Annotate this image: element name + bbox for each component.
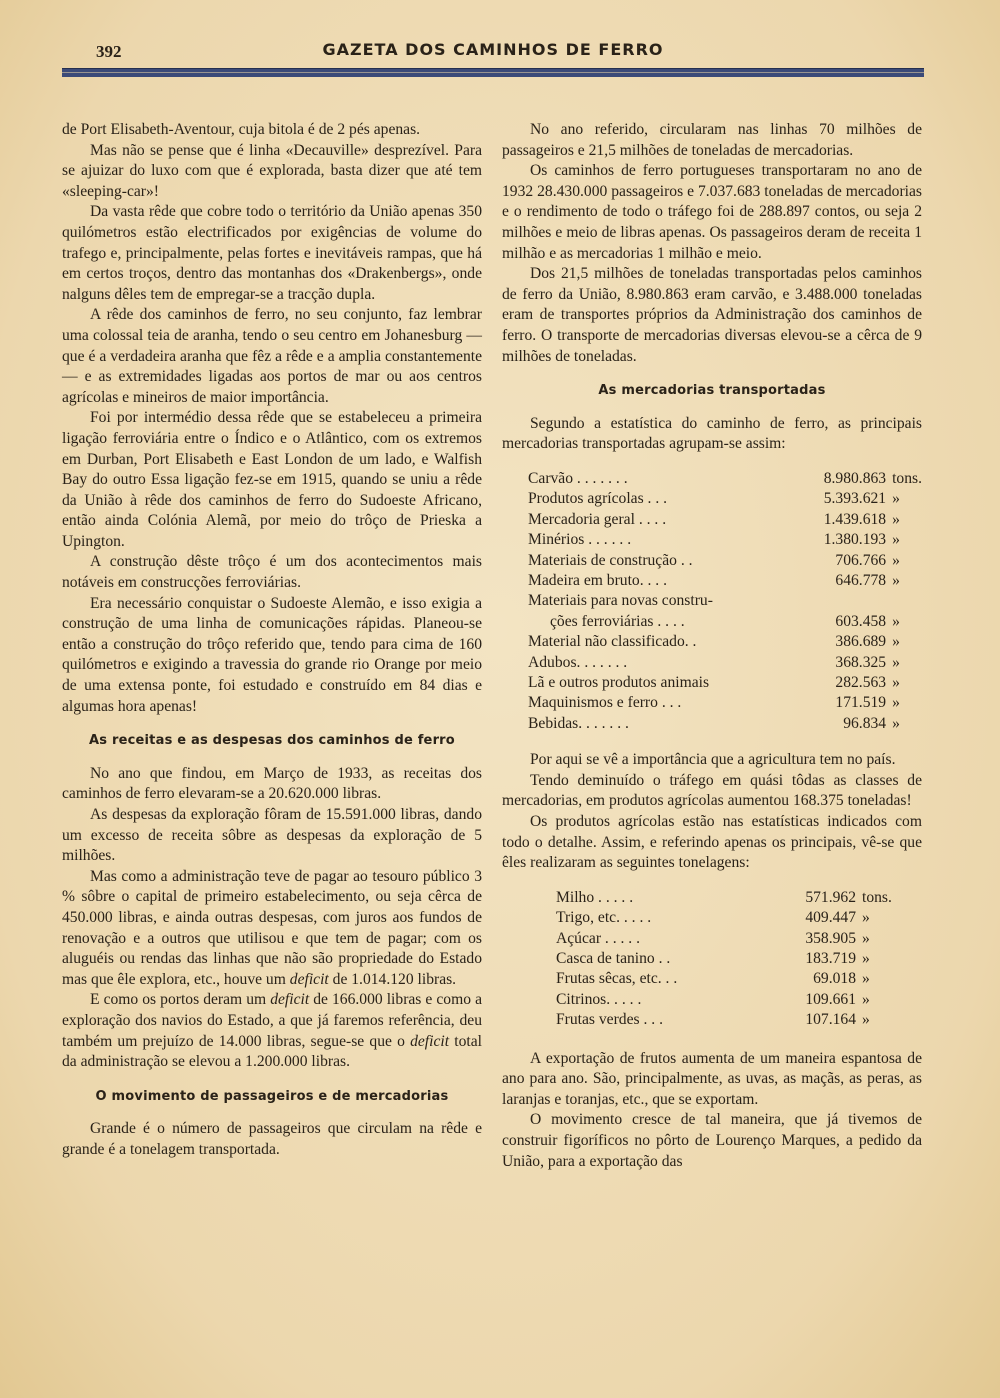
table-row (528, 489, 922, 509)
paragraph: Tendo deminuído o tráfego em quási tôdas as classes de mercadorias, em produtos agrícolas aumentou 168.375 toneladas! (502, 771, 922, 810)
table-row (528, 714, 922, 734)
text-run: total da administração se elevou a 1.200.000 libras. (62, 1032, 482, 1071)
italic-term: deficit (410, 1032, 450, 1050)
row-label: Frutas sêcas, etc. . . (556, 970, 678, 988)
row-label: Minérios . . . . . . (528, 531, 632, 549)
table-row (528, 632, 922, 652)
table-row (528, 673, 922, 693)
row-value: 282.563 (835, 673, 887, 691)
row-value: 1.439.618 (823, 510, 887, 528)
row-label: Açúcar . . . . . (556, 929, 640, 947)
row-unit: » (892, 673, 900, 691)
paragraph: Os produtos agrícolas estão nas estatísticas indicados com todo o detalhe. Assim, e referindo apenas os principais, vê-se que êles realizaram as seguintes tonelagens: (502, 812, 922, 872)
row-value: 1.380.193 (823, 531, 887, 549)
header-rule (62, 68, 924, 77)
row-value: 183.719 (805, 949, 856, 967)
paragraph (62, 990, 482, 1072)
row-unit: » (892, 714, 900, 732)
table-row (556, 1010, 892, 1030)
row-unit: tons. (862, 888, 892, 906)
row-label: Citrinos. . . . . (556, 990, 642, 1008)
paragraph: A construção dêste trôço é um dos acontecimentos mais notáveis em construcções ferroviárias. (62, 553, 482, 592)
row-unit: » (862, 909, 870, 927)
table-row (528, 469, 922, 489)
table-row (556, 929, 892, 949)
table-row (556, 969, 892, 989)
paragraph: Os caminhos de ferro portugueses transportaram no ano de 1932 28.430.000 passageiros e 7.037.683 toneladas de mercadorias e o rendimento de todo o tráfego foi de 288.897 contos, ou seja 2 milhões e meio de libras apenas. Os passageiros deram de receita 1 milhão e as mercadorias 1 milhão e meio. (502, 162, 922, 262)
table-row (556, 888, 892, 908)
row-value (781, 591, 887, 611)
row-value: 109.661 (805, 990, 856, 1008)
row-unit: tons. (892, 469, 922, 487)
paragraph: Era necessário conquistar o Sudoeste Alemão, e isso exigia a construção de uma linha de comunicações rápidas. Planeou-se então a construção do trôço referido que, tendo para cima de 160 quilómetros e exigindo a travessia do grande rio Orange por meio de uma extensa ponte, foi estudado e construído em 84 dias e algumas hora apenas! (62, 594, 482, 715)
row-value: 409.447 (805, 909, 856, 927)
left-column (62, 120, 482, 1161)
table-row (528, 551, 922, 571)
row-value: 107.164 (805, 1011, 856, 1029)
paragraph: No ano referido, circularam nas linhas 70 milhões de passageiros e 21,5 milhões de toneladas de mercadorias. (502, 121, 922, 159)
row-label: Materiais para novas constru- (528, 592, 713, 610)
row-value: 646.778 (835, 571, 887, 589)
row-unit: » (892, 531, 900, 549)
text-run: E como os portos deram um (90, 991, 271, 1009)
row-label: Madeira em bruto. . . . (528, 571, 668, 589)
row-label: Lã e outros produtos animais (528, 673, 710, 691)
row-value: 386.689 (835, 633, 887, 651)
paragraph: Foi por intermédio dessa rêde que se estabeleceu a primeira ligação ferroviária entre o Índico e o Atlântico, com os extremos em Durban, Port Elisabeth e East London de um lado, e Walfish Bay do outro Essa ligação fez-se em 1915, quando se uniu a rêde da União à rêde dos caminhos de ferro do Sudoeste Africano, então ainda Colónia Alemã, por meio do trôço de Prieska a Upington. (62, 409, 482, 550)
table-row (528, 530, 922, 550)
row-unit: » (892, 653, 900, 671)
table-row (528, 510, 922, 530)
row-label: Adubos. . . . . . . (528, 653, 628, 671)
section-heading-movimento: O movimento de passageiros e de mercadorias (95, 1088, 449, 1104)
row-unit: » (862, 929, 870, 947)
row-value: 69.018 (813, 970, 856, 988)
row-unit: » (892, 551, 900, 569)
italic-term: deficit (289, 970, 329, 988)
row-unit: » (892, 694, 900, 712)
goods-table (528, 469, 922, 734)
journal-title: GAZETA DOS CAMINHOS DE FERRO (322, 40, 664, 59)
row-label: ções ferroviárias . . . . (550, 612, 685, 630)
paragraph: A rêde dos caminhos de ferro, no seu conjunto, faz lembrar uma colossal teia de aranha, tendo o seu centro em Johanesburg — que é a verdadeira aranha que fêz a rêde e a amplia constantemente — e as extremidades ligadas aos portos de mar ou aos centros agrícolas e mineiros de maior importância. (62, 306, 482, 406)
paragraph: Grande é o número de passageiros que circulam na rêde e grande é a tonelagem transportada. (62, 1120, 482, 1158)
row-unit: » (862, 990, 870, 1008)
row-value: 358.905 (805, 929, 856, 947)
row-label: Maquinismos e ferro . . . (528, 694, 682, 712)
row-value: 603.458 (835, 612, 887, 630)
row-label: Mercadoria geral . . . . (528, 510, 667, 528)
row-label: Milho . . . . . (556, 888, 634, 906)
row-unit: » (862, 970, 870, 988)
row-unit: » (892, 571, 900, 589)
row-unit: » (892, 633, 900, 651)
paragraph: Dos 21,5 milhões de toneladas transportadas pelos caminhos de ferro da União, 8.980.863 eram carvão, e 3.488.000 toneladas eram de transportes próprios da Administração dos caminhos de ferro. O transporte de mercadorias diversas elevou-se a cêrca de 9 milhões de toneladas. (502, 265, 922, 365)
row-label: Produtos agrícolas . . . (528, 490, 668, 508)
table-row (556, 908, 892, 928)
italic-term: deficit (270, 991, 310, 1009)
running-header (62, 38, 924, 78)
row-label: Frutas verdes . . . (556, 1011, 663, 1029)
row-value: 96.834 (843, 714, 887, 732)
section-heading-mercadorias: As mercadorias transportadas (598, 383, 826, 399)
row-unit: » (892, 612, 900, 630)
paragraph: A exportação de frutos aumenta de um maneira espantosa de ano para ano. São, principalmente, as uvas, as maçãs, as peras, as laranjas e toranjas, etc., que se exportam. (502, 1049, 922, 1108)
row-value: 5.393.621 (823, 490, 887, 508)
row-unit: » (892, 510, 900, 528)
row-label: Trigo, etc. . . . . (556, 909, 652, 927)
row-unit (886, 591, 922, 611)
row-label: Material não classificado. . (528, 633, 697, 651)
row-value: 8.980.863 (823, 469, 887, 487)
paragraph: Da vasta rêde que cobre todo o território da União apenas 350 quilómetros estão electrificados por exigências de volume do trafego e, principalmente, pelas fortes e inevitáveis rampas, que há em certos troços, dentro das montanhas dos «Drakenbergs», onde nalguns dêles tem de empregar-se a tracção dupla. (62, 203, 482, 303)
text-run: de 166.000 libras e como a exploração dos navios do Estado, a que já faremos referência, deu também um prejuízo de 14.000 libras, segue-se que o (62, 991, 482, 1050)
agricultural-table (556, 888, 892, 1031)
text-run: de 1.014.120 libras. (328, 970, 457, 988)
paragraph: No ano que findou, em Março de 1933, as receitas dos caminhos de ferro elevaram-se a 20.620.000 libras. (62, 764, 482, 803)
table-row (528, 693, 922, 713)
table-row (556, 949, 892, 969)
table-row (528, 591, 922, 611)
table-row (528, 612, 922, 632)
paragraph: Segundo a estatística do caminho de ferro, as principais mercadorias transportadas agrupam-se assim: (502, 414, 922, 453)
paragraph: O movimento cresce de tal maneira, que já tivemos de construir figoríficos no pôrto de Lourenço Marques, a pedido da União, para a exportação das (502, 1111, 922, 1170)
row-unit: » (862, 949, 870, 967)
row-value: 571.962 (805, 888, 856, 906)
text-run: Mas como a administração teve de pagar ao tesouro público 3 % sôbre o capital de primeiro estabelecimento, ou seja cêrca de 450.000 libras, e ainda outras despesas, com juros aos fundos de renovação e a outros que utilisou e que tem de pagar; com os aluguéis ou rendas das linhas que não são propriedade do Estado mas que êle explora, etc., houve um (62, 867, 482, 988)
right-column (502, 120, 922, 1172)
row-unit: » (892, 490, 900, 508)
table-row (556, 990, 892, 1010)
row-label: Carvão . . . . . . . (528, 469, 628, 487)
page-number: 392 (96, 42, 122, 61)
section-heading-receitas: As receitas e as despesas dos caminhos de ferro (89, 733, 455, 749)
paragraph: Por aqui se vê a importância que a agricultura tem no país. (530, 751, 896, 769)
paragraph: Mas não se pense que é linha «Decauville» desprezível. Para se ajuizar do luxo com que é explorada, basta dizer que até tem «sleeping-car»! (62, 141, 482, 200)
row-value: 171.519 (835, 694, 887, 712)
row-unit: » (862, 1011, 870, 1029)
row-label: Bebidas. . . . . . . (528, 714, 629, 732)
row-value: 706.766 (835, 551, 887, 569)
row-label: Casca de tanino . . (556, 949, 671, 967)
row-value: 368.325 (835, 653, 887, 671)
table-row (528, 653, 922, 673)
paragraph: As despesas da exploração fôram de 15.591.000 libras, dando um excesso de receita sôbre as despesas da exploração de 5 milhões. (62, 806, 482, 865)
table-row (528, 571, 922, 591)
paragraph: de Port Elisabeth-Aventour, cuja bitola é de 2 pés apenas. (62, 121, 421, 138)
paragraph (62, 867, 482, 991)
row-label: Materiais de construção . . (528, 551, 693, 569)
